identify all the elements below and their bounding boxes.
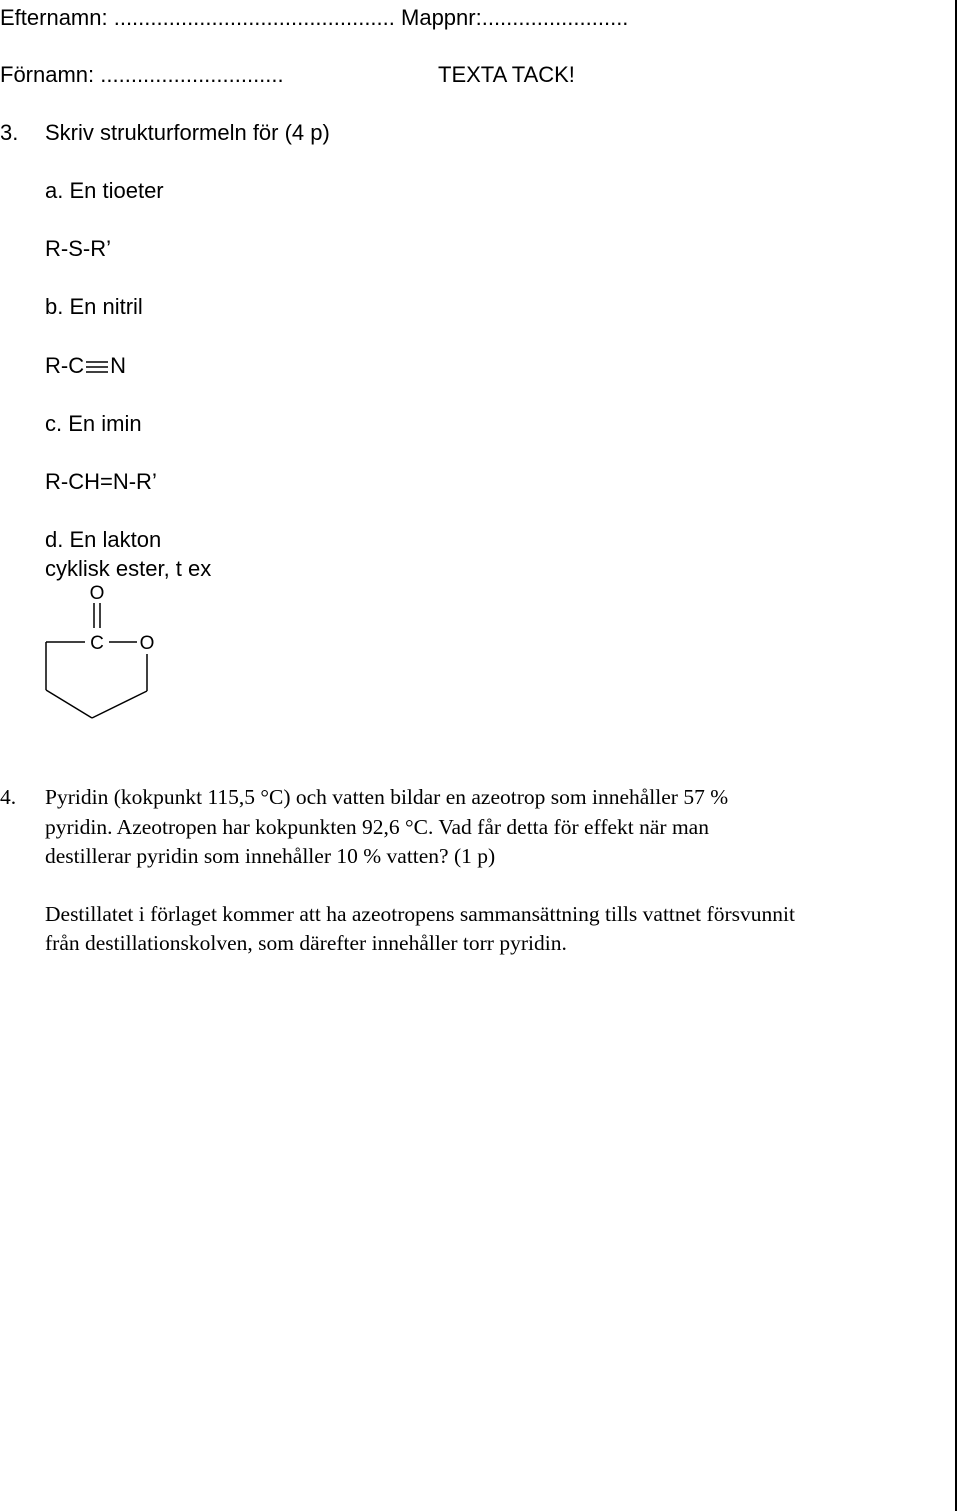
ring-bond-bottom-left <box>46 690 92 718</box>
q3d-label: d. En lakton <box>45 527 162 552</box>
q4-number: 4. <box>0 785 17 809</box>
print-please-note: TEXTA TACK! <box>438 62 575 87</box>
page-right-border <box>955 0 957 1511</box>
firstname-dots: .............................. <box>100 62 284 87</box>
q3b-formula <box>45 353 126 379</box>
folder-number-dots: ........................ <box>481 5 629 30</box>
q4-answer-line-2: från destillationskolven, som därefter innehåller torr pyridin. <box>45 931 567 955</box>
header-line-firstname <box>0 62 284 88</box>
carbonyl-carbon-atom: C <box>90 633 104 654</box>
q4-line-1: Pyridin (kokpunkt 115,5 °C) och vatten bildar en azeotrop som innehåller 57 % <box>45 785 729 809</box>
folder-number-label: Mappnr: <box>394 5 482 30</box>
q3d-subtext: cyklisk ester, t ex <box>45 556 212 581</box>
q3c-formula: R-CH=N-R’ <box>45 469 157 494</box>
q3-text: Skriv strukturformeln för (4 p) <box>45 120 330 145</box>
ring-bond-bottom-right <box>92 691 147 718</box>
q3b-label: b. En nitril <box>45 294 143 319</box>
header-line-surname <box>0 5 628 31</box>
q4-line-2: pyridin. Azeotropen har kokpunkten 92,6 °C. Vad får detta för effekt när man <box>45 815 709 839</box>
triple-bond-icon <box>85 359 109 375</box>
surname-label: Efternamn: <box>0 5 114 30</box>
nitrile-right: N <box>110 353 126 378</box>
q4-answer-line-1: Destillatet i förlaget kommer att ha azeotropens sammansättning tills vattnet försvunnit <box>45 902 795 926</box>
q4-line-3: destillerar pyridin som innehåller 10 % vatten? (1 p) <box>45 844 496 868</box>
lactone-structure-diagram <box>40 578 170 723</box>
q3a-label: a. En tioeter <box>45 178 164 203</box>
surname-dots: .............................................. <box>113 5 395 30</box>
ring-oxygen-atom: O <box>139 633 155 654</box>
q3-number: 3. <box>0 120 19 145</box>
q3a-formula: R-S-R’ <box>45 236 111 261</box>
carbonyl-oxygen-atom: O <box>89 583 105 604</box>
q3c-label: c. En imin <box>45 411 142 436</box>
firstname-label: Förnamn: <box>0 62 101 87</box>
nitrile-left: R-C <box>45 353 85 378</box>
